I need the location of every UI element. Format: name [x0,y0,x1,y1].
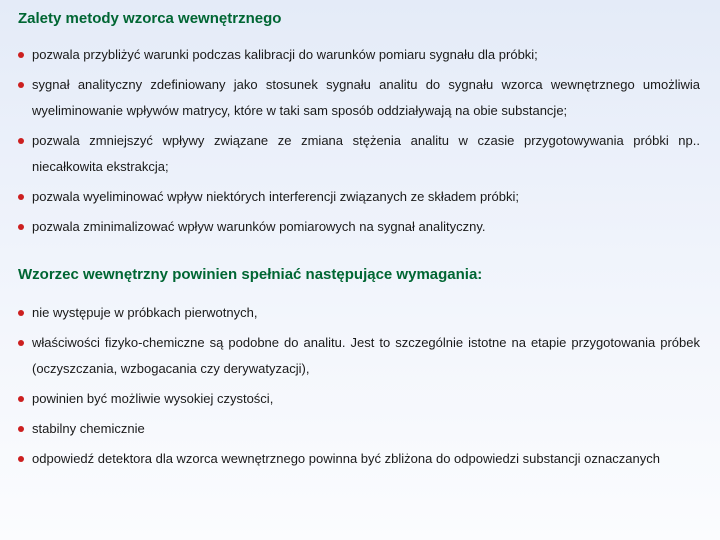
bullet-icon [18,194,24,200]
bullet-icon [18,310,24,316]
list-item [18,42,700,68]
bullet-icon [18,138,24,144]
list-item-text: pozwala wyeliminować wpływ niektórych interferencji związanych ze składem próbki; [32,189,519,204]
bullet-icon [18,52,24,58]
bullet-icon [18,396,24,402]
bullet-icon [18,82,24,88]
bullet-icon [18,224,24,230]
list-item [18,446,700,472]
list-item [18,214,700,240]
section1-list [18,42,700,240]
list-item-text: pozwala zminimalizować wpływ warunków pomiarowych na sygnał analityczny. [32,219,486,234]
list-item [18,128,700,180]
list-item-text: odpowiedź detektora dla wzorca wewnętrznego powinna być zbliżona do odpowiedzi substancji oznaczanych [32,451,660,466]
list-item-text: nie występuje w próbkach pierwotnych, [32,305,258,320]
list-item-text: stabilny chemicznie [32,421,145,436]
section1-title: Zalety metody wzorca wewnętrznego [18,10,282,27]
list-item-text: sygnał analityczny zdefiniowany jako stosunek sygnału analitu do sygnału wzorca wewnętrznego umożliwia wyeliminowanie wpływów matrycy, które w taki sam sposób oddziaływają na obie substancje; [32,77,700,118]
list-item-text: pozwala zmniejszyć wpływy związane ze zmiana stężenia analitu w czasie przygotowywania próbki np.. niecałkowita ekstrakcja; [32,133,700,174]
list-item-text: powinien być możliwie wysokiej czystości, [32,391,274,406]
list-item [18,416,700,442]
list-item [18,386,700,412]
bullet-icon [18,456,24,462]
bullet-icon [18,426,24,432]
list-item-text: właściwości fizyko-chemiczne są podobne do analitu. Jest to szczególnie istotne na etapie przygotowania próbek (oczyszczania, wzbogacania czy derywatyzacji), [32,335,700,376]
section2-list [18,300,700,472]
section2-title: Wzorzec wewnętrzny powinien spełniać następujące wymagania: [18,266,483,283]
bullet-icon [18,340,24,346]
list-item [18,72,700,124]
list-item [18,330,700,382]
list-item [18,300,700,326]
list-item-text: pozwala przybliżyć warunki podczas kalibracji do warunków pomiaru sygnału dla próbki; [32,47,538,62]
list-item [18,184,700,210]
